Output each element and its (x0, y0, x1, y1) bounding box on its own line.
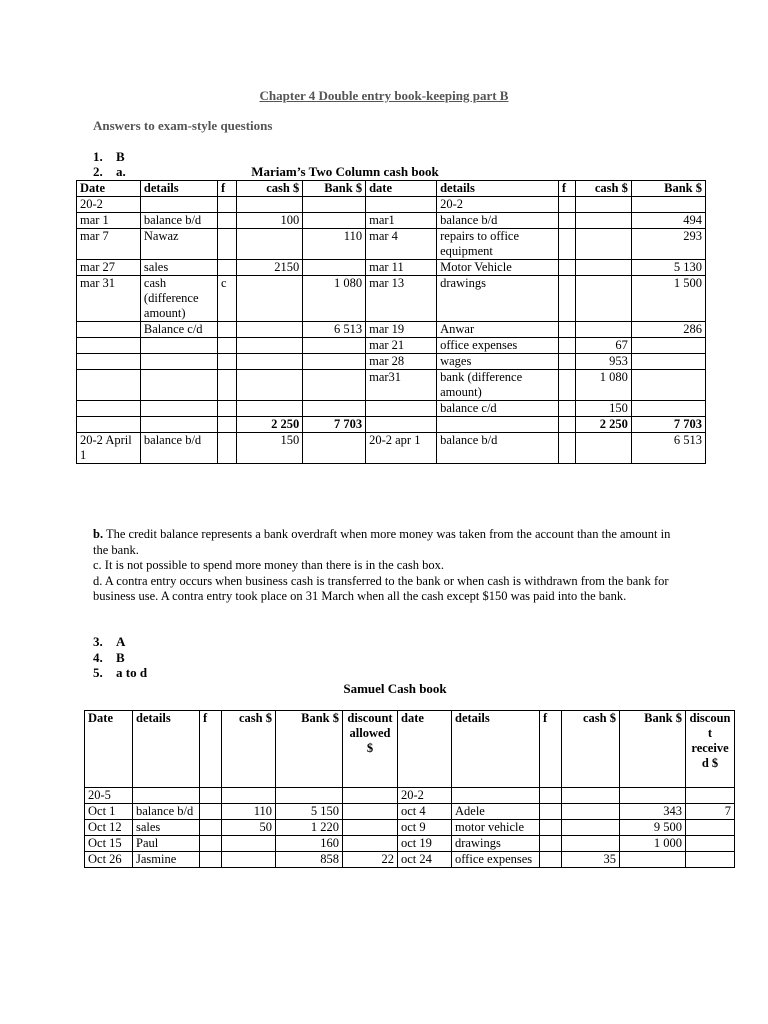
page-title: Chapter 4 Double entry book-keeping part B (259, 88, 509, 103)
col-header: cash $ (222, 711, 276, 788)
table-cell (140, 354, 217, 370)
col-header: details (437, 181, 559, 197)
table-row (77, 338, 706, 354)
explanation-text (93, 527, 678, 605)
table-cell (222, 788, 276, 804)
table-cell: 2150 (237, 260, 303, 276)
table-cell: 494 (631, 213, 705, 229)
table-cell: 1 000 (620, 836, 686, 852)
table-cell (558, 370, 575, 401)
table-cell: bank (difference amount) (437, 370, 559, 401)
table-cell: 20-2 April 1 (77, 433, 141, 464)
table-cell (540, 804, 562, 820)
table-cell (576, 260, 632, 276)
col-header: date (366, 181, 437, 197)
table-cell (558, 229, 575, 260)
table-cell (218, 401, 237, 417)
table-cell (558, 338, 575, 354)
table-cell: mar 1 (77, 213, 141, 229)
table-cell: 6 513 (303, 322, 366, 338)
table-cell (686, 820, 735, 836)
table-cell (237, 197, 303, 213)
explanation-c: c. It is not possible to spend more money than there is in the cash box. (93, 558, 444, 572)
table-cell: Oct 12 (85, 820, 133, 836)
table-total-row (77, 417, 706, 433)
col-header: date (398, 711, 452, 788)
table-cell (631, 370, 705, 401)
table-cell (237, 338, 303, 354)
table-cell: balance b/d (140, 213, 217, 229)
table-cell (200, 852, 222, 868)
table-cell: 100 (237, 213, 303, 229)
table-cell: motor vehicle (452, 820, 540, 836)
table-cell: 293 (631, 229, 705, 260)
col-header: Bank $ (303, 181, 366, 197)
table-cell (686, 852, 735, 868)
table-cell: mar 13 (366, 276, 437, 322)
table-cell: office expenses (437, 338, 559, 354)
table-cell (237, 401, 303, 417)
table-cell: Paul (133, 836, 200, 852)
table-row (85, 788, 735, 804)
table-cell (237, 276, 303, 322)
table-cell (576, 322, 632, 338)
table-cell (77, 354, 141, 370)
answer-5 (93, 665, 147, 681)
table-row (77, 213, 706, 229)
col-header: Bank $ (620, 711, 686, 788)
table-cell: 858 (276, 852, 343, 868)
col-header: f (218, 181, 237, 197)
table-cell (562, 820, 620, 836)
table-header-row (77, 181, 706, 197)
answer-3 (93, 634, 125, 650)
table-cell: oct 9 (398, 820, 452, 836)
table-cell: drawings (437, 276, 559, 322)
table-cell: 953 (576, 354, 632, 370)
table-cell: 7 (686, 804, 735, 820)
table-cell (237, 370, 303, 401)
table-cell: mar 7 (77, 229, 141, 260)
table-row (77, 322, 706, 338)
answer-2 (93, 164, 126, 180)
table-cell (222, 852, 276, 868)
table-cell (200, 804, 222, 820)
table-cell (343, 804, 398, 820)
table-cell (558, 322, 575, 338)
answer-text: B (116, 650, 125, 665)
table-cell (576, 229, 632, 260)
table-cell (303, 213, 366, 229)
answer-number: 4. (93, 650, 103, 665)
col-header: Date (77, 181, 141, 197)
table-cell: mar 11 (366, 260, 437, 276)
table-cell: 2 250 (237, 417, 303, 433)
col-header: details (140, 181, 217, 197)
table-cell: mar31 (366, 370, 437, 401)
table-cell (558, 213, 575, 229)
table-cell (540, 788, 562, 804)
table1-title: Mariam’s Two Column cash book (251, 164, 439, 179)
table-cell: mar 19 (366, 322, 437, 338)
table-cell (218, 370, 237, 401)
table-cell (218, 213, 237, 229)
table-cell: 1 500 (631, 276, 705, 322)
table-cell (631, 197, 705, 213)
table-cell (140, 401, 217, 417)
table-cell: mar 27 (77, 260, 141, 276)
table-row (77, 197, 706, 213)
table-cell: oct 4 (398, 804, 452, 820)
table-cell: Anwar (437, 322, 559, 338)
table-cell (558, 433, 575, 464)
table-cell: 110 (303, 229, 366, 260)
table-cell (77, 322, 141, 338)
table-cell (303, 197, 366, 213)
table-cell: 7 703 (631, 417, 705, 433)
table-cell (562, 836, 620, 852)
table-cell (366, 197, 437, 213)
table-cell (686, 836, 735, 852)
table-cell (276, 788, 343, 804)
table-cell (558, 197, 575, 213)
table-cell: 160 (276, 836, 343, 852)
table2-title: Samuel Cash book (343, 681, 447, 696)
explanation-b (93, 527, 678, 558)
answer-number: 1. (93, 149, 103, 164)
table-cell: wages (437, 354, 559, 370)
col-header: cash $ (237, 181, 303, 197)
answer-4 (93, 650, 125, 666)
table-cell (218, 229, 237, 260)
table-cell: 1 220 (276, 820, 343, 836)
table-cell (140, 370, 217, 401)
table-cell: Motor Vehicle (437, 260, 559, 276)
answer-1 (93, 149, 125, 165)
col-header: Date (85, 711, 133, 788)
table-cell (77, 370, 141, 401)
table-cell: 2 250 (576, 417, 632, 433)
table-row (77, 354, 706, 370)
table-cell (218, 338, 237, 354)
table-cell (222, 836, 276, 852)
table-cell (140, 338, 217, 354)
table-cell: 20-2 apr 1 (366, 433, 437, 464)
table-cell: cash (difference amount) (140, 276, 217, 322)
table-cell (366, 417, 437, 433)
table-cell: mar1 (366, 213, 437, 229)
table-cell (303, 401, 366, 417)
table-cell (558, 276, 575, 322)
table-cell (366, 401, 437, 417)
table-cell (200, 820, 222, 836)
table-cell (303, 354, 366, 370)
answer-text: B (116, 149, 125, 164)
table-cell: Nawaz (140, 229, 217, 260)
table-cell (77, 338, 141, 354)
table-cell: repairs to office equipment (437, 229, 559, 260)
table-cell (576, 433, 632, 464)
table-cell (558, 401, 575, 417)
table-cell (140, 417, 217, 433)
explanation-b-label: b. (93, 527, 104, 541)
table-cell (562, 804, 620, 820)
answer-text: A (116, 634, 126, 649)
table-row (85, 836, 735, 852)
table-row (77, 433, 706, 464)
table-row (77, 260, 706, 276)
table-row (85, 852, 735, 868)
table-cell (303, 370, 366, 401)
col-header: Bank $ (631, 181, 705, 197)
table-cell (558, 260, 575, 276)
table-cell (631, 338, 705, 354)
table-cell: 150 (237, 433, 303, 464)
table-cell (303, 433, 366, 464)
table-cell (237, 229, 303, 260)
table-cell (631, 354, 705, 370)
table-cell: mar 21 (366, 338, 437, 354)
table-cell: 35 (562, 852, 620, 868)
table-cell: 7 703 (303, 417, 366, 433)
mariam-cash-book-table (76, 180, 706, 464)
table-cell (343, 836, 398, 852)
table-cell: oct 19 (398, 836, 452, 852)
table-cell: Oct 26 (85, 852, 133, 868)
table-cell (218, 260, 237, 276)
table-cell: 1 080 (576, 370, 632, 401)
table-cell: 22 (343, 852, 398, 868)
table-cell (576, 276, 632, 322)
table-cell: 20-5 (85, 788, 133, 804)
table-cell (558, 417, 575, 433)
table-cell: 6 513 (631, 433, 705, 464)
table-cell: sales (133, 820, 200, 836)
table-cell (77, 401, 141, 417)
table-cell (77, 417, 141, 433)
explanation-d: d. A contra entry occurs when business cash is transferred to the bank or when cash is withdrawn from the bank for business use. A contra entry took place on 31 March when all the cash except $150 was paid into the bank. (93, 573, 669, 603)
col-header: discount received $ (686, 711, 735, 788)
table-cell (140, 197, 217, 213)
table-row (77, 401, 706, 417)
col-header: f (558, 181, 575, 197)
table-cell: 20-2 (77, 197, 141, 213)
table-cell: Oct 15 (85, 836, 133, 852)
table-cell (218, 354, 237, 370)
table-cell: Adele (452, 804, 540, 820)
table-cell (237, 354, 303, 370)
table-cell: 5 130 (631, 260, 705, 276)
table-cell (620, 788, 686, 804)
col-header: cash $ (562, 711, 620, 788)
table-cell: balance c/d (437, 401, 559, 417)
table-cell (343, 820, 398, 836)
table-cell (620, 852, 686, 868)
table-cell (631, 401, 705, 417)
table-cell: mar 28 (366, 354, 437, 370)
table-cell (218, 197, 237, 213)
table-cell (452, 788, 540, 804)
col-header: Bank $ (276, 711, 343, 788)
table-cell: balance b/d (437, 213, 559, 229)
table-cell (133, 788, 200, 804)
answer-number: 2. (93, 164, 103, 179)
page-subtitle: Answers to exam-style questions (93, 118, 273, 133)
table-cell: 5 150 (276, 804, 343, 820)
table-cell: drawings (452, 836, 540, 852)
table-cell (237, 322, 303, 338)
table-cell: 150 (576, 401, 632, 417)
table-header-row (85, 711, 735, 788)
table-cell (200, 788, 222, 804)
col-header: cash $ (576, 181, 632, 197)
answer-text: a to d (116, 665, 148, 680)
table-cell: mar 4 (366, 229, 437, 260)
col-header: f (200, 711, 222, 788)
table-cell (303, 338, 366, 354)
table-cell (343, 788, 398, 804)
samuel-cash-book-table (84, 710, 735, 868)
table-cell: balance b/d (437, 433, 559, 464)
table-cell: 20-2 (437, 197, 559, 213)
table-row (85, 804, 735, 820)
col-header: details (452, 711, 540, 788)
table-cell (576, 197, 632, 213)
table-cell (218, 417, 237, 433)
answer-text: a. (116, 164, 126, 179)
col-header: details (133, 711, 200, 788)
table-cell: 286 (631, 322, 705, 338)
table-cell: Oct 1 (85, 804, 133, 820)
table-cell (686, 788, 735, 804)
table-row (77, 229, 706, 260)
table-row (85, 820, 735, 836)
table-cell (200, 836, 222, 852)
col-header: f (540, 711, 562, 788)
table-cell (558, 354, 575, 370)
table-cell: 67 (576, 338, 632, 354)
answer-number: 3. (93, 634, 103, 649)
table-cell: balance b/d (133, 804, 200, 820)
table-cell (303, 260, 366, 276)
table-cell (540, 820, 562, 836)
table-cell (562, 788, 620, 804)
table-row (77, 370, 706, 401)
table-cell (540, 836, 562, 852)
table-cell: 1 080 (303, 276, 366, 322)
table-cell: Jasmine (133, 852, 200, 868)
table-cell: sales (140, 260, 217, 276)
table-row (77, 276, 706, 322)
table-cell (218, 433, 237, 464)
table-cell: oct 24 (398, 852, 452, 868)
table-cell (437, 417, 559, 433)
table-cell: 9 500 (620, 820, 686, 836)
table-cell: 50 (222, 820, 276, 836)
table-cell (540, 852, 562, 868)
table-cell: 20-2 (398, 788, 452, 804)
col-header: discount allowed $ (343, 711, 398, 788)
answer-number: 5. (93, 665, 103, 680)
table-cell (218, 322, 237, 338)
table-cell: c (218, 276, 237, 322)
table-cell: 343 (620, 804, 686, 820)
table-cell: mar 31 (77, 276, 141, 322)
table-cell: 110 (222, 804, 276, 820)
table-cell: Balance c/d (140, 322, 217, 338)
table-cell: office expenses (452, 852, 540, 868)
table-cell (576, 213, 632, 229)
table-cell: balance b/d (140, 433, 217, 464)
explanation-b-text: The credit balance represents a bank overdraft when more money was taken from the account than the amount in the bank. (93, 527, 671, 557)
